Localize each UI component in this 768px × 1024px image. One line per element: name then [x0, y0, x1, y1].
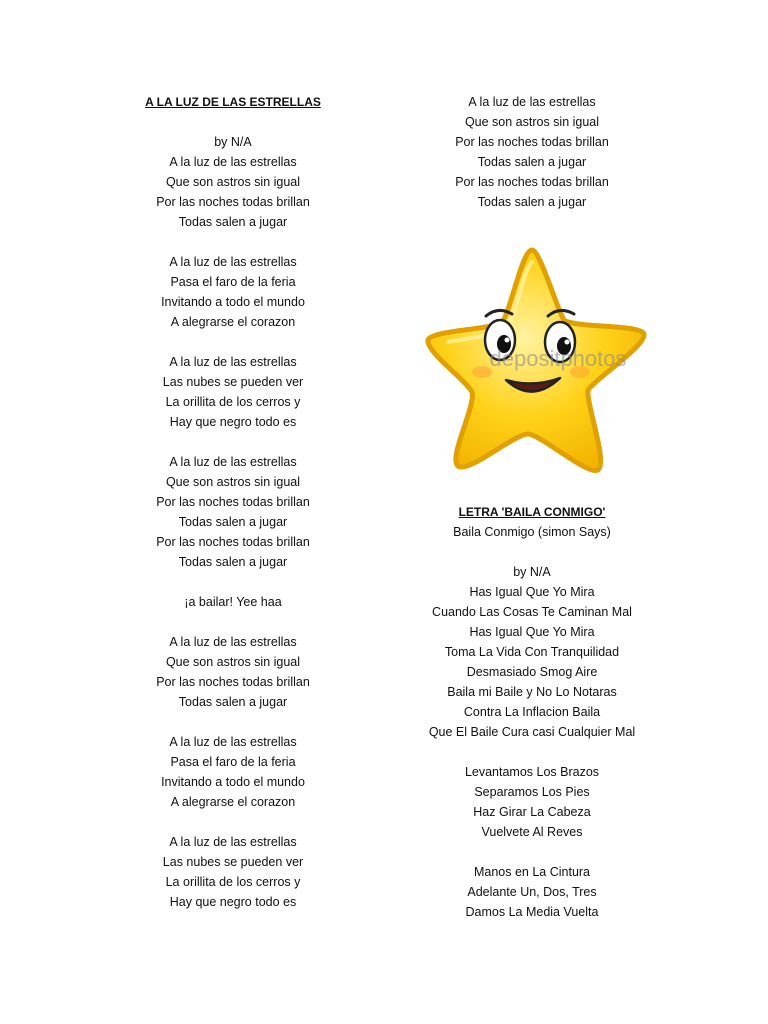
lyric-line: Baila mi Baile y No Lo Notaras	[447, 685, 617, 699]
lyric-line: Adelante Un, Dos, Tres	[467, 885, 597, 899]
lyric-line: Que son astros sin igual	[165, 655, 301, 669]
lyric-line: La orillita de los cerros y	[165, 875, 301, 889]
lyric-line: Separamos Los Pies	[474, 785, 590, 799]
song2-column	[412, 500, 652, 922]
song2-author: by N/A	[513, 565, 551, 579]
lyric-line: Todas salen a jugar	[477, 155, 587, 169]
song1-author: by N/A	[214, 135, 252, 149]
lyric-line: Por las noches todas brillan	[156, 675, 310, 689]
smiling-star-icon	[408, 228, 660, 486]
song2-title: LETRA 'BAILA CONMIGO'	[458, 505, 606, 519]
lyric-line: Que son astros sin igual	[464, 115, 600, 129]
song1-title: A LA LUZ DE LAS ESTRELLAS	[145, 95, 321, 109]
lyric-line: A alegrarse el corazon	[170, 795, 296, 809]
lyric-line: Las nubes se pueden ver	[162, 375, 304, 389]
lyric-line: Por las noches todas brillan	[156, 535, 310, 549]
lyric-line: Que son astros sin igual	[165, 475, 301, 489]
lyric-line: A la luz de las estrellas	[169, 155, 297, 169]
song1-lyrics	[113, 152, 353, 912]
lyric-line: Todas salen a jugar	[178, 695, 288, 709]
lyric-line: Por las noches todas brillan	[455, 135, 609, 149]
lyric-line: Contra La Inflacion Baila	[463, 705, 601, 719]
lyric-line: A la luz de las estrellas	[169, 735, 297, 749]
lyric-line: Damos La Media Vuelta	[465, 905, 599, 919]
lyric-line: ¡a bailar! Yee haa	[184, 595, 282, 609]
lyric-line: Invitando a todo el mundo	[161, 295, 305, 309]
lyric-line: Toma La Vida Con Tranquilidad	[444, 645, 620, 659]
lyric-line: A la luz de las estrellas	[169, 455, 297, 469]
lyric-line: Por las noches todas brillan	[156, 495, 310, 509]
watermark-text: depositphotos	[489, 346, 627, 371]
song1-continuation	[412, 92, 652, 212]
lyric-line: A la luz de las estrellas	[169, 635, 297, 649]
lyric-line: Has Igual Que Yo Mira	[469, 625, 595, 639]
lyric-line: Que El Baile Cura casi Cualquier Mal	[428, 725, 636, 739]
lyric-line: Que son astros sin igual	[165, 175, 301, 189]
song2-lyrics	[412, 582, 652, 922]
lyric-line: A la luz de las estrellas	[169, 355, 297, 369]
lyric-line: Haz Girar La Cabeza	[473, 805, 591, 819]
lyric-line: Levantamos Los Brazos	[464, 765, 600, 779]
lyric-line: Todas salen a jugar	[178, 515, 288, 529]
lyric-line: Por las noches todas brillan	[455, 175, 609, 189]
lyric-line: Cuando Las Cosas Te Caminan Mal	[432, 605, 632, 619]
song2-subtitle: Baila Conmigo (simon Says)	[453, 525, 611, 539]
song1-column	[113, 92, 353, 912]
lyric-line: Las nubes se pueden ver	[162, 855, 304, 869]
lyric-line: A alegrarse el corazon	[170, 315, 296, 329]
lyric-line: Invitando a todo el mundo	[161, 775, 305, 789]
lyric-line: Por las noches todas brillan	[156, 195, 310, 209]
lyric-line: Todas salen a jugar	[178, 555, 288, 569]
lyric-line: Pasa el faro de la feria	[170, 275, 296, 289]
lyric-line: Todas salen a jugar	[477, 195, 587, 209]
lyric-line: A la luz de las estrellas	[169, 255, 297, 269]
lyric-line: Has Igual Que Yo Mira	[469, 585, 595, 599]
lyric-line: Desmasiado Smog Aire	[466, 665, 598, 679]
lyric-line: Vuelvete Al Reves	[481, 825, 583, 839]
lyric-line: Manos en La Cintura	[473, 865, 591, 879]
lyric-line: A la luz de las estrellas	[169, 835, 297, 849]
star-image	[408, 228, 660, 486]
lyric-line: Hay que negro todo es	[169, 895, 297, 909]
lyric-line: Pasa el faro de la feria	[170, 755, 296, 769]
lyric-line: A la luz de las estrellas	[468, 95, 596, 109]
lyric-line: La orillita de los cerros y	[165, 395, 301, 409]
lyric-line: Hay que negro todo es	[169, 415, 297, 429]
lyric-line: Todas salen a jugar	[178, 215, 288, 229]
